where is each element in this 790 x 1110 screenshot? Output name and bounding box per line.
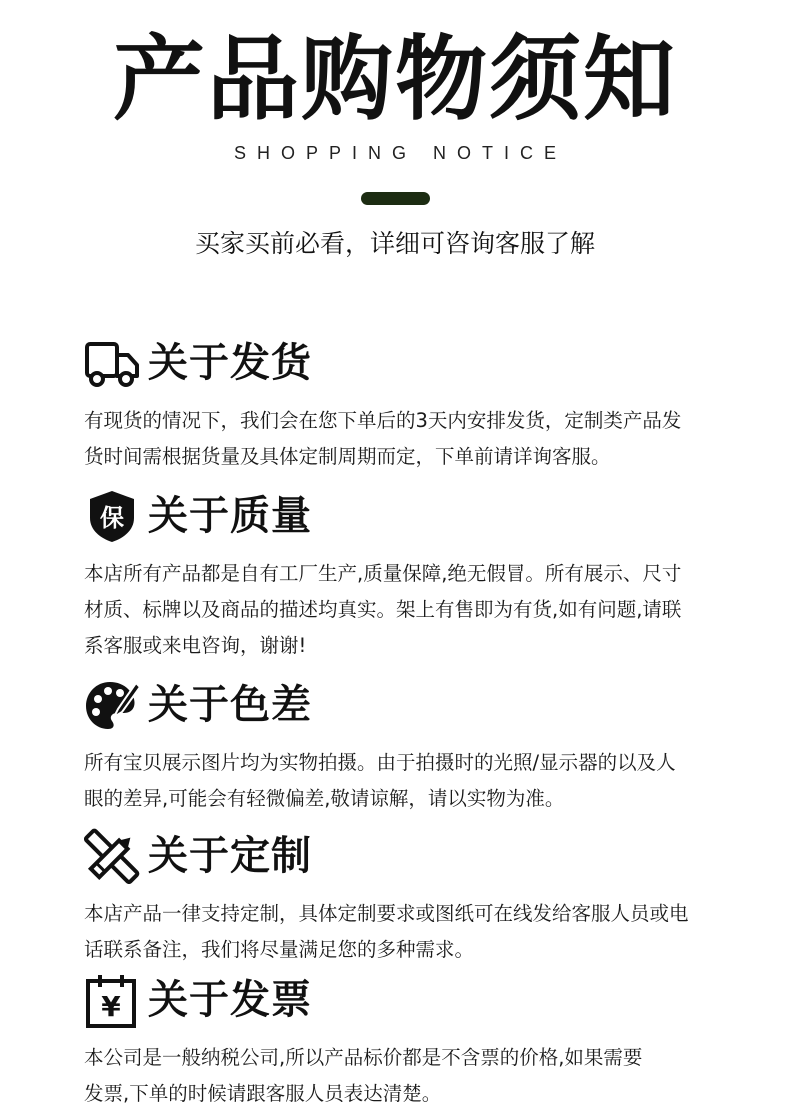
body-line: 眼的差异,可能会有轻微偏差,敬请谅解，请以实物为准。: [84, 787, 565, 810]
section-title: 关于发货: [148, 340, 312, 386]
body-line: 所有宝贝展示图片均为实物拍摄。由于拍摄时的光照/显示器的以及人: [84, 751, 676, 774]
body-line: 本公司是一般纳税公司,所以产品标价都是不含票的价格,如果需要: [84, 1046, 643, 1069]
body-line: 发票,下单的时候请跟客服人员表达清楚。: [84, 1082, 442, 1105]
body-line: 有现货的情况下，我们会在您下单后的3天内安排发货，定制类产品发: [84, 409, 682, 432]
section-body: [84, 896, 709, 968]
section-title: 关于色差: [148, 682, 312, 728]
body-line: 本店产品一律支持定制，具体定制要求或图纸可在线发给客服人员或电: [84, 902, 689, 925]
body-line: 本店所有产品都是自有工厂生产,质量保障,绝无假冒。所有展示、尺寸: [84, 562, 682, 585]
section-quality: [84, 486, 724, 664]
palette-icon: [84, 677, 140, 733]
invoice-calendar-icon: [84, 972, 140, 1028]
body-line: 材质、标牌以及商品的描述均真实。架上有售即为有货,如有问题,请联: [84, 598, 682, 621]
divider-pill: [361, 192, 430, 205]
section-body: [84, 1040, 709, 1110]
section-title: 关于定制: [148, 833, 312, 879]
tagline: 买家买前必看，详细可咨询客服了解: [194, 229, 595, 258]
section-customization: [84, 826, 724, 968]
shield-icon-glyph: 保: [100, 504, 124, 532]
section-color: [84, 675, 724, 817]
page-subtitle: SHOPPING NOTICE: [233, 143, 568, 163]
yen-glyph: ¥: [101, 990, 121, 1023]
pencil-ruler-icon: [84, 828, 140, 884]
page-title: 产品购物须知: [112, 26, 677, 133]
section-title: 关于发票: [148, 977, 312, 1023]
shield-icon: [84, 488, 140, 544]
body-line: 话联系备注，我们将尽量满足您的多种需求。: [84, 938, 475, 961]
section-title: 关于质量: [148, 493, 312, 539]
section-body: [84, 556, 709, 664]
section-body: [84, 745, 709, 817]
body-line: 货时间需根据货量及具体定制周期而定，下单前请详询客服。: [84, 445, 611, 468]
section-body: [84, 403, 709, 475]
section-invoice: [84, 970, 724, 1110]
truck-icon: [84, 335, 140, 391]
section-shipping: [84, 333, 724, 475]
body-line: 系客服或来电咨询，谢谢!: [84, 634, 307, 657]
